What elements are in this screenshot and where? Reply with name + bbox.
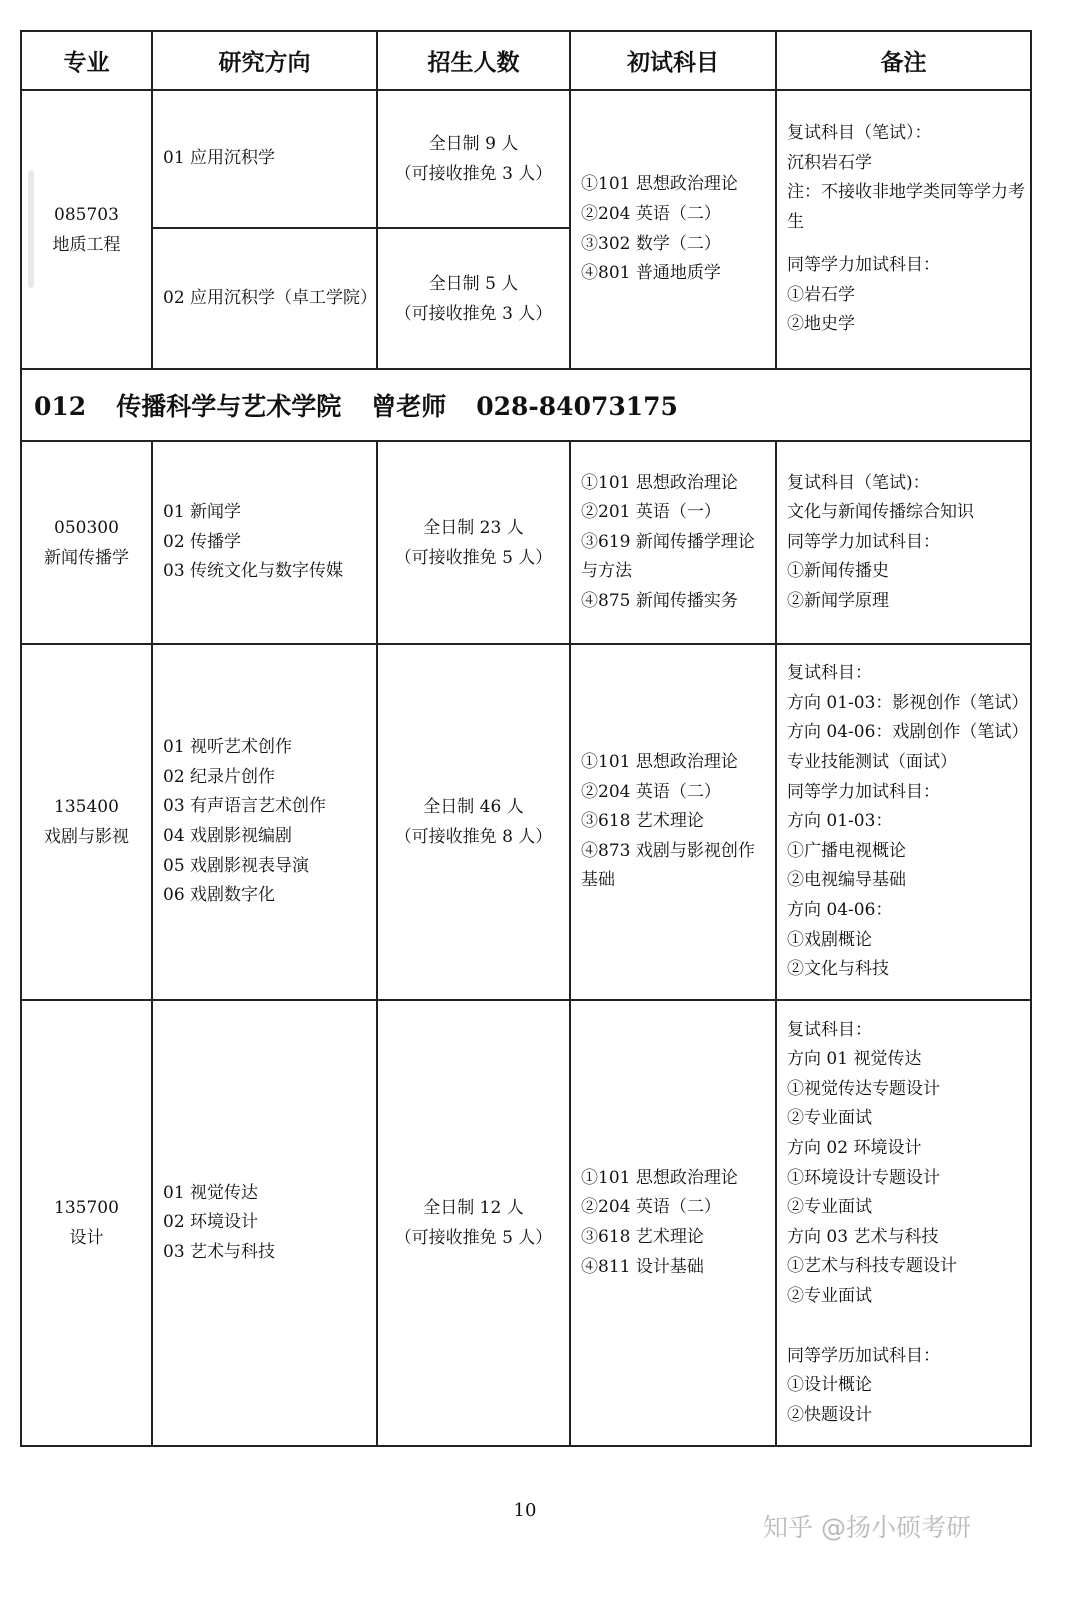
geology-direction-2: 02 应用沉积学（卓工学院）	[152, 228, 377, 369]
drama-major-cell: 135400 戏剧与影视	[21, 644, 152, 1000]
journalism-major-cell: 050300 新闻传播学	[21, 441, 152, 644]
geology-row-1	[21, 90, 1031, 228]
college-header	[21, 369, 1031, 441]
journalism-row	[21, 441, 1031, 644]
college-name: 传播科学与艺术学院	[116, 392, 342, 421]
drama-exams: ①101 思想政治理论 ②204 英语（二） ③618 艺术理论 ④873 戏剧与影视创作基础	[570, 644, 776, 1000]
design-exams: ①101 思想政治理论 ②204 英语（二） ③618 艺术理论 ④811 设计基础	[570, 1000, 776, 1446]
header-direction: 研究方向	[152, 31, 377, 90]
drama-remarks: 复试科目： 方向 01-03：影视创作（笔试） 方向 04-06：戏剧创作（笔试） 专业技能测试（面试） 同等学力加试科目： 方向 01-03： ①广播电视概论 ②电视编导基础 方向 04-06： ①戏剧概论 ②文化与科技	[776, 644, 1031, 1000]
header-exam-subjects: 初试科目	[570, 31, 776, 90]
journalism-exams: ①101 思想政治理论 ②201 英语（一） ③619 新闻传播学理论与方法 ④875 新闻传播实务	[570, 441, 776, 644]
header-remarks: 备注	[776, 31, 1031, 90]
header-enrollment: 招生人数	[377, 31, 570, 90]
zhihu-watermark: 知乎 @扬小硕考研	[763, 1513, 971, 1542]
geology-remarks: 复试科目（笔试）： 沉积岩石学 注：不接收非地学类同等学力考生 同等学力加试科目： ①岩石学 ②地史学	[776, 90, 1031, 369]
major-code: 085703	[54, 204, 119, 225]
geology-quota-2: 全日制 5 人 （可接收推免 3 人）	[377, 228, 570, 369]
header-row	[21, 31, 1031, 90]
college-contact: 曾老师	[371, 392, 447, 421]
design-remarks: 复试科目： 方向 01 视觉传达 ①视觉传达专题设计 ②专业面试 方向 02 环境设计 ①环境设计专题设计 ②专业面试 方向 03 艺术与科技 ①艺术与科技专题设计 ②专业面试 同等学历加试科目： ①设计概论 ②快题设计	[776, 1000, 1031, 1446]
geology-exams: ①101 思想政治理论 ②204 英语（二） ③302 数学（二） ④801 普通地质学	[570, 90, 776, 369]
geology-major-cell	[21, 90, 152, 369]
design-directions: 01 视觉传达 02 环境设计 03 艺术与科技	[152, 1000, 377, 1446]
journalism-quota: 全日制 23 人 （可接收推免 5 人）	[377, 441, 570, 644]
drama-quota: 全日制 46 人 （可接收推免 8 人）	[377, 644, 570, 1000]
design-quota: 全日制 12 人 （可接收推免 5 人）	[377, 1000, 570, 1446]
drama-directions: 01 视听艺术创作 02 纪录片创作 03 有声语言艺术创作 04 戏剧影视编剧 05 戏剧影视表导演 06 戏剧数字化	[152, 644, 377, 1000]
journalism-directions: 01 新闻学 02 传播学 03 传统文化与数字传媒	[152, 441, 377, 644]
journalism-remarks: 复试科目（笔试)： 文化与新闻传播综合知识 同等学力加试科目： ①新闻传播史 ②新闻学原理	[776, 441, 1031, 644]
design-row	[21, 1000, 1031, 1446]
design-major-cell: 135700 设计	[21, 1000, 152, 1446]
admissions-table	[20, 30, 1032, 1447]
geology-direction-1: 01 应用沉积学	[152, 90, 377, 228]
page-number: 10	[513, 1500, 537, 1521]
major-name: 地质工程	[52, 234, 121, 255]
header-major: 专业	[21, 31, 152, 90]
college-number: 012	[34, 392, 87, 421]
college-phone: 028-84073175	[476, 392, 678, 421]
college-section-row	[21, 369, 1031, 441]
drama-row	[21, 644, 1031, 1000]
geology-quota-1: 全日制 9 人 （可接收推免 3 人）	[377, 90, 570, 228]
